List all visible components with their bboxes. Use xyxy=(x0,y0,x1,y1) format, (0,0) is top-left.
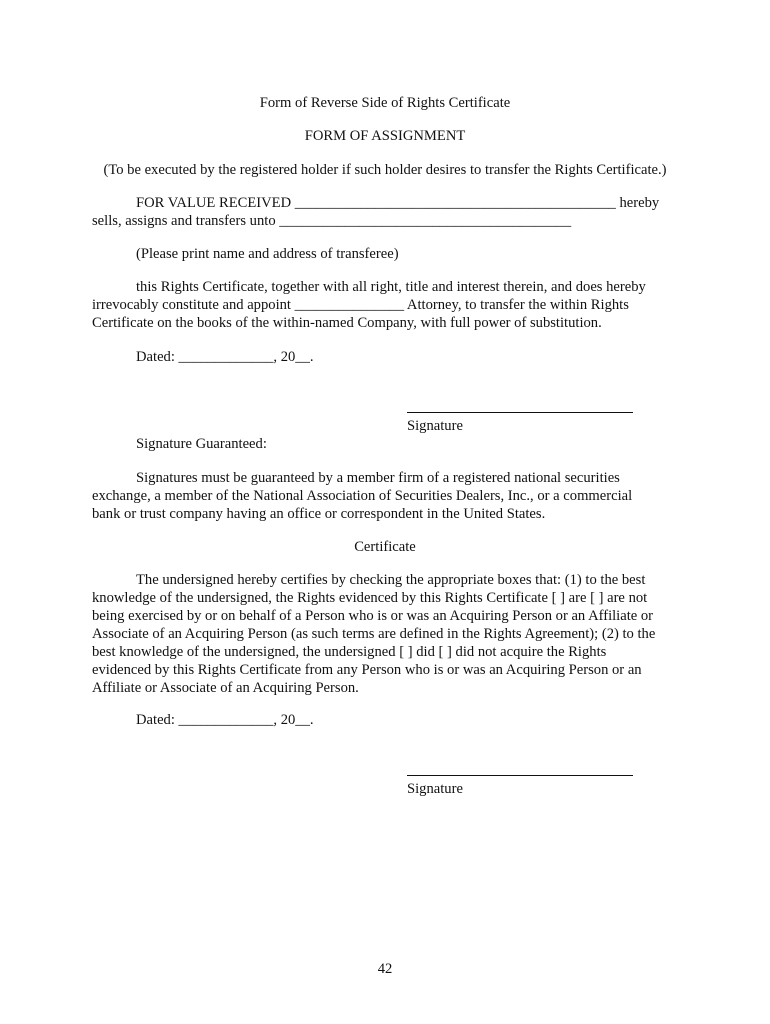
certificate-signature-label: Signature xyxy=(407,781,463,797)
assignment-body-line-1: this Rights Certificate, together with all right, title and interest therein, and does hereby xyxy=(136,279,646,295)
sells-line: sells, assigns and transfers unto ________________________________________ xyxy=(92,213,572,229)
print-name-note: (Please print name and address of transferee) xyxy=(136,246,399,262)
certificate-signature-line xyxy=(407,775,633,776)
guarantee-line-1: Signatures must be guaranteed by a member firm of a registered national securities xyxy=(136,470,620,486)
certificate-line-2: knowledge of the undersigned, the Rights evidenced by this Rights Certificate [ ] are [ ] are not xyxy=(92,590,648,606)
assignment-body-line-3: Certificate on the books of the within-named Company, with full power of substitution. xyxy=(92,315,602,331)
value-received-line: FOR VALUE RECEIVED ____________________________________________ hereby xyxy=(136,195,660,211)
form-heading: FORM OF ASSIGNMENT xyxy=(304,128,466,144)
certificate-line-6: evidenced by this Rights Certificate from any Person who is or was an Acquiring Person or an xyxy=(92,662,642,678)
certificate-line-3: being exercised by or on behalf of a Person who is or was an Acquiring Person or an Affiliate or xyxy=(92,608,654,624)
assignment-body-line-2: irrevocably constitute and appoint _______________ Attorney, to transfer the within Rights xyxy=(92,297,629,313)
certificate-line-5: best knowledge of the undersigned, the undersigned [ ] did [ ] did not acquire the Rights xyxy=(92,644,607,660)
certificate-line-7: Affiliate or Associate of an Acquiring Person. xyxy=(92,680,359,696)
page-number: 42 xyxy=(377,961,393,977)
certificate-heading: Certificate xyxy=(354,539,416,555)
assignment-dated-line: Dated: _____________, 20__. xyxy=(136,349,314,365)
certificate-line-1: The undersigned hereby certifies by checking the appropriate boxes that: (1) to the best xyxy=(136,572,646,588)
guarantee-line-2: exchange, a member of the National Association of Securities Dealers, Inc., or a commercial xyxy=(92,488,633,504)
certificate-line-4: Associate of an Acquiring Person (as such terms are defined in the Rights Agreement); (2) to the xyxy=(92,626,656,642)
assignment-signature-label: Signature xyxy=(407,418,463,434)
assignment-signature-line xyxy=(407,412,633,413)
guarantee-line-3: bank or trust company having an office or correspondent in the United States. xyxy=(92,506,546,522)
signature-guaranteed-label: Signature Guaranteed: xyxy=(136,436,267,452)
certificate-dated-line: Dated: _____________, 20__. xyxy=(136,712,314,728)
instruction-text: (To be executed by the registered holder if such holder desires to transfer the Rights Certificate.) xyxy=(103,162,667,178)
document-title: Form of Reverse Side of Rights Certificate xyxy=(259,95,511,111)
